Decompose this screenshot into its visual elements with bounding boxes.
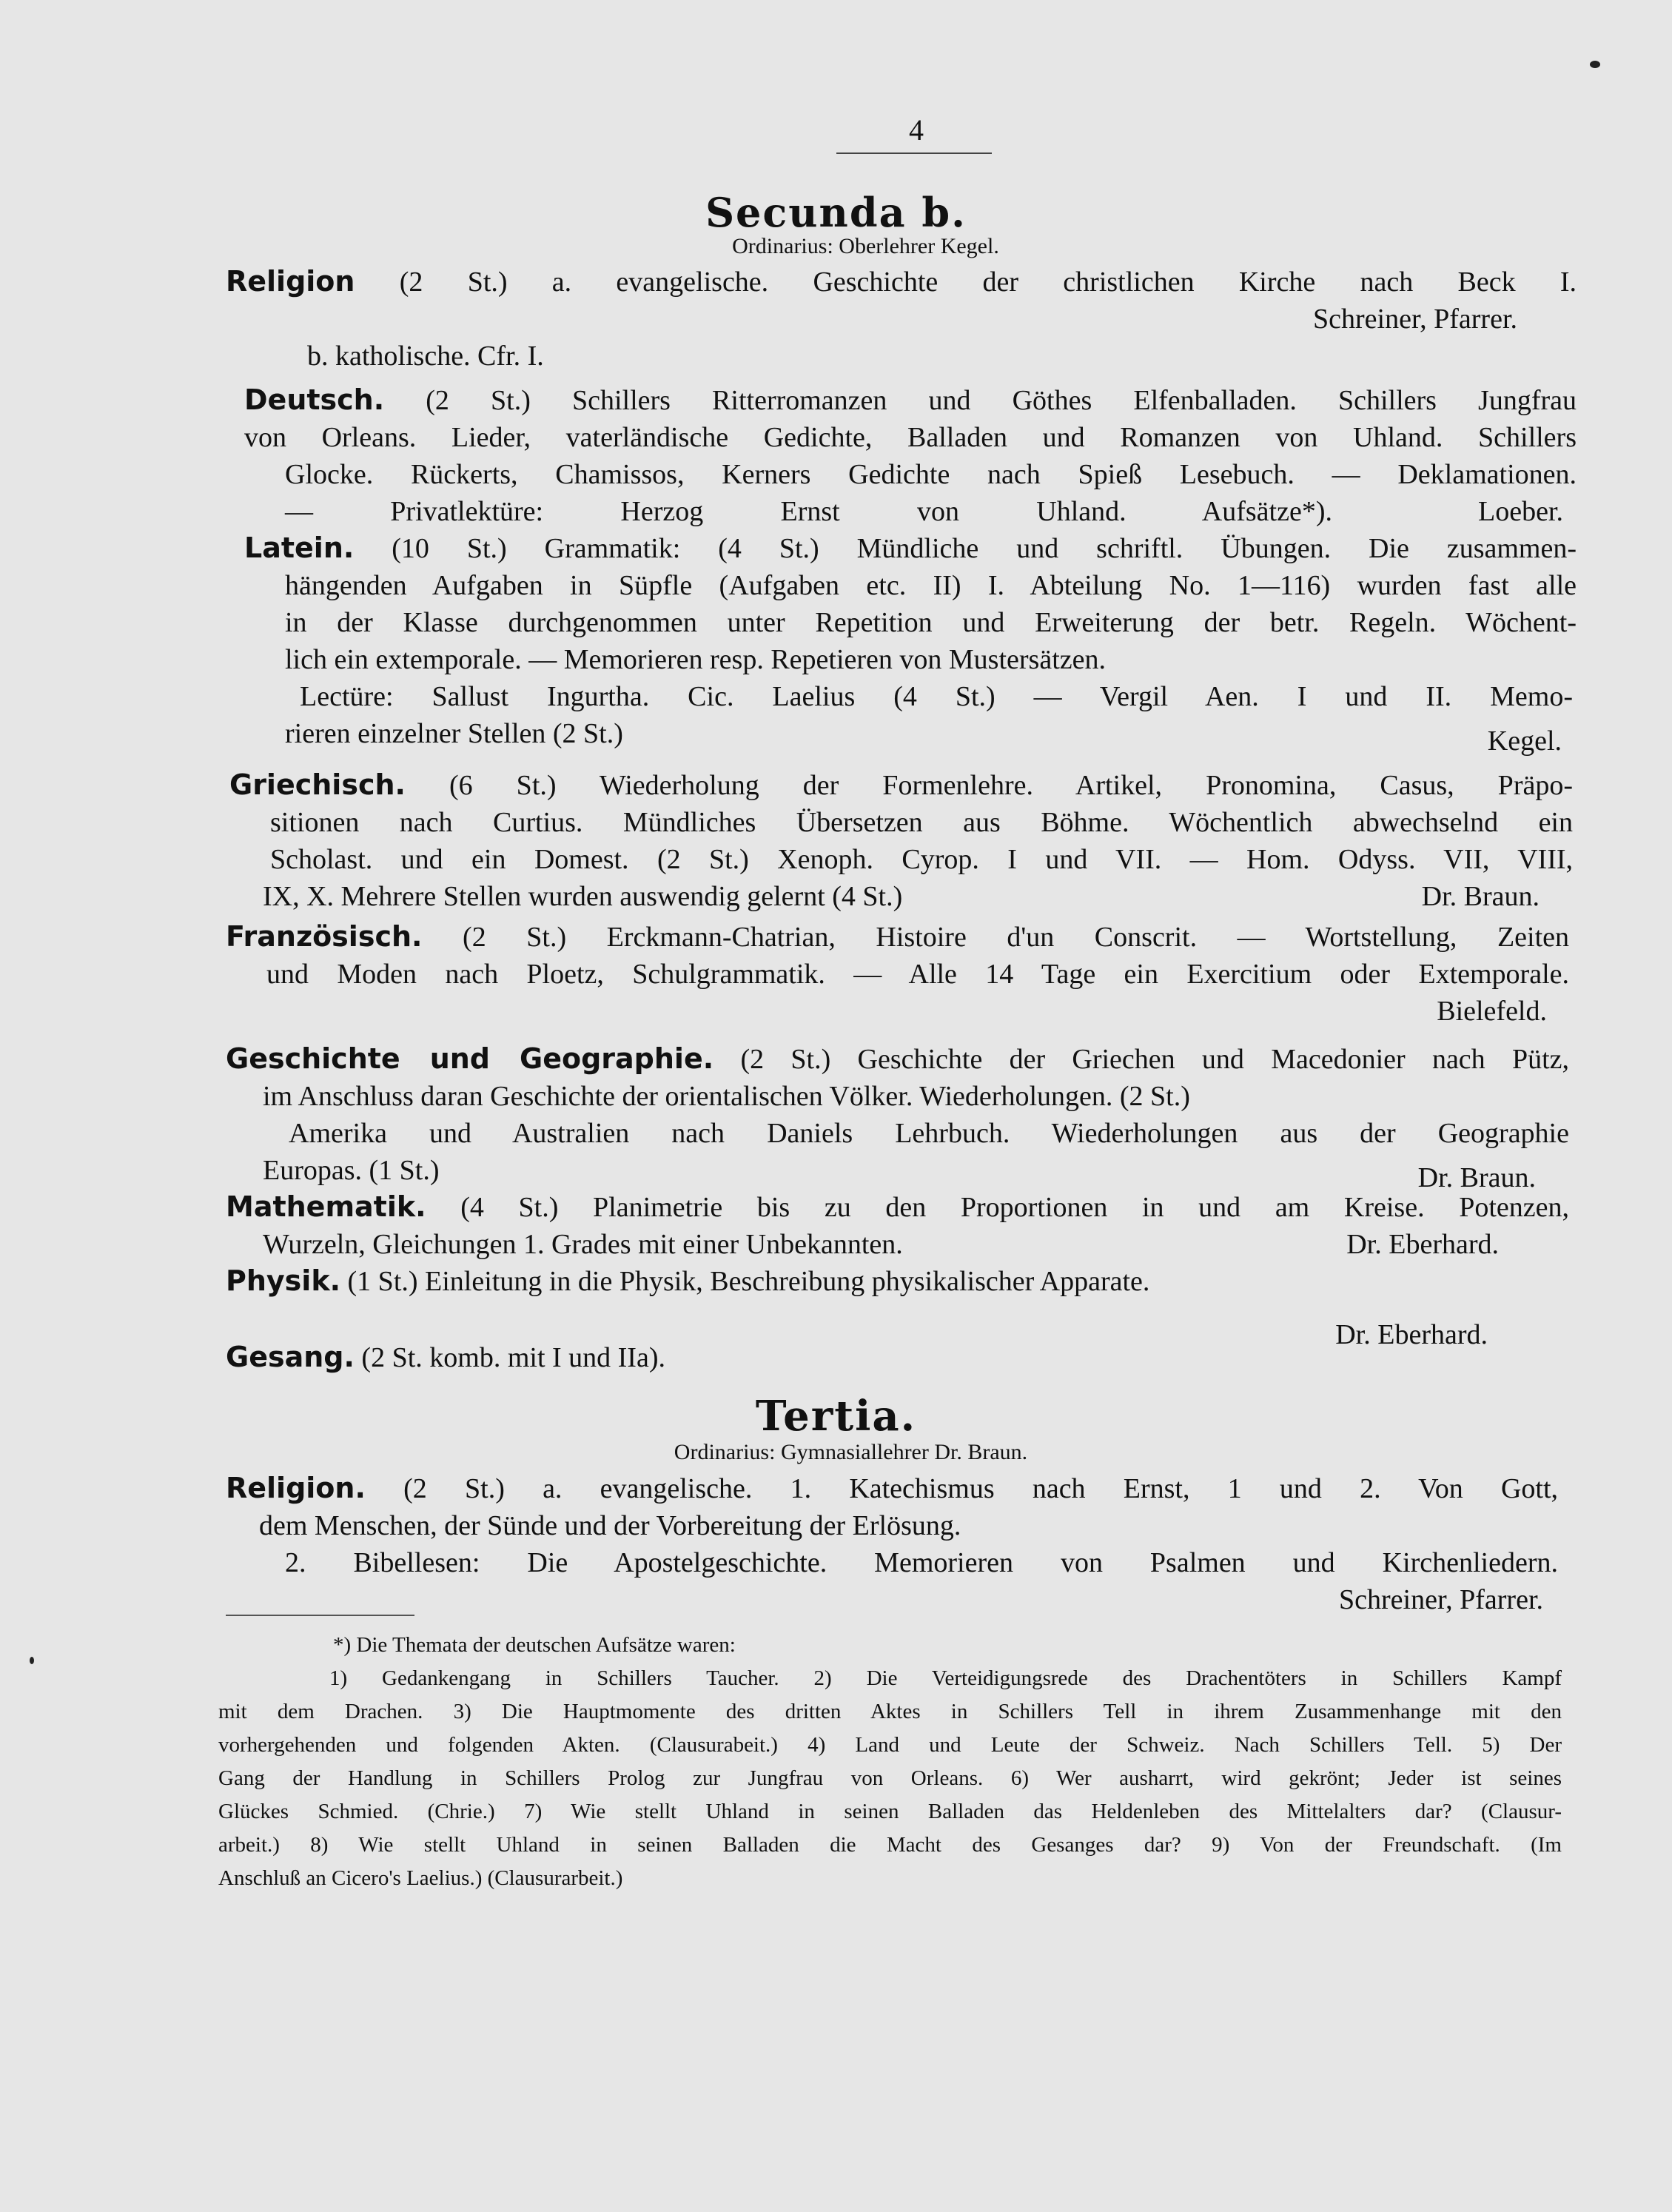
subject-griechisch xyxy=(229,766,1573,915)
scan-speck xyxy=(1590,61,1600,68)
subject-mathematik xyxy=(226,1188,1569,1263)
subject-latein xyxy=(244,529,1577,760)
text-line xyxy=(226,1040,1569,1078)
text-span: (6 St.) Wiederholung der Formenlehre. Artikel, Pronomina, Casus, Präpo- xyxy=(449,770,1573,801)
text-line: und Moden nach Ploetz, Schulgrammatik. — Alle 14 Tage ein Exercitium oder Extemporale. xyxy=(266,959,1569,990)
footnote-line: 1) Gedankengang in Schillers Taucher. 2) Die Verteidigungsrede des Drachentöters in Schillers Kampf xyxy=(329,1666,1562,1690)
text-line: 2. Bibellesen: Die Apostelgeschichte. Memorieren von Psalmen und Kirchenliedern. xyxy=(285,1547,1558,1578)
text-line xyxy=(226,1262,1569,1300)
ordinarius-secunda xyxy=(0,234,1672,259)
teacher-name: Dr. Eberhard. xyxy=(1335,1319,1488,1350)
text-span: (2 St.) Geschichte der Griechen und Macedonier nach Pütz, xyxy=(740,1044,1570,1075)
text-span: (2 St.) Erckmann-Chatrian, Histoire d'un Conscrit. — Wortstellung, Zeiten xyxy=(463,922,1570,953)
text-line: IX, X. Mehrere Stellen wurden auswendig gelernt (4 St.) xyxy=(263,881,903,912)
footnote-rule xyxy=(226,1615,414,1616)
subject-franzoesisch xyxy=(226,918,1569,1030)
text-line: Scholast. und ein Domest. (2 St.) Xenoph. Cyrop. I und VII. — Hom. Odyss. VII, VIII, xyxy=(270,844,1573,875)
subject-heading: Griechisch. xyxy=(229,768,406,801)
subject-heading: Mathematik. xyxy=(226,1190,426,1223)
footnote-heading: *) Die Themata der deutschen Aufsätze waren: xyxy=(333,1633,736,1657)
footnote-line: mit dem Drachen. 3) Die Hauptmomente des dritten Aktes in Schillers Tell in ihrem Zusammenhange mit den xyxy=(218,1700,1562,1723)
teacher-name: Kegel. xyxy=(1487,725,1562,757)
subject-heading: Geschichte und Geographie. xyxy=(226,1042,714,1075)
footnote-line: vorhergehenden und folgenden Akten. (Clausurabeit.) 4) Land und Leute der Schweiz. Nach Schillers Tell. 5) Der xyxy=(218,1733,1562,1757)
subject-heading: Religion xyxy=(226,265,355,298)
text-line: Amerika und Australien nach Daniels Lehrbuch. Wiederholungen aus der Geographie xyxy=(289,1118,1569,1149)
footnote-line: Glückes Schmied. (Chrie.) 7) Wie stellt Uhland in seinen Balladen das Heldenleben des Mittelalters dar? (Clausur- xyxy=(218,1800,1562,1823)
teacher-name: Dr. Braun. xyxy=(1421,881,1540,912)
subject-heading: Physik. xyxy=(226,1264,341,1297)
footnote-line: arbeit.) 8) Wie stellt Uhland in seinen Balladen die Macht des Gesanges dar? 9) Von der Freundschaft. (Im xyxy=(218,1833,1562,1857)
text-line xyxy=(226,263,1577,301)
subject-religion-tertia xyxy=(226,1469,1558,1618)
subject-deutsch xyxy=(244,381,1577,530)
text-line xyxy=(226,1469,1558,1507)
ordinarius-name: Gymnasiallehrer Dr. Braun. xyxy=(780,1440,1028,1464)
text-line: dem Menschen, der Sünde und der Vorbereitung der Erlösung. xyxy=(259,1510,961,1541)
footnote-line: Anschluß an Cicero's Laelius.) (Clausurarbeit.) xyxy=(218,1866,623,1890)
subject-religion-secunda xyxy=(226,263,1577,375)
teacher-name: Schreiner, Pfarrer. xyxy=(1313,304,1517,335)
subject-gesang xyxy=(226,1338,1569,1376)
teacher-name: Bielefeld. xyxy=(1437,996,1547,1027)
teacher-name: Loeber. xyxy=(1477,496,1563,527)
text-line: — Privatlektüre: Herzog Ernst von Uhland. Aufsätze*). xyxy=(285,496,1332,527)
text-line: lich ein extemporale. — Memorieren resp. Repetieren von Mustersätzen. xyxy=(285,644,1106,675)
text-line xyxy=(244,529,1577,567)
section-title-tertia: Tertia. xyxy=(755,1392,917,1441)
text-line: Glocke. Rückerts, Chamissos, Kerners Gedichte nach Spieß Lesebuch. — Deklamationen. xyxy=(285,459,1577,490)
teacher-name: Dr. Eberhard. xyxy=(1346,1229,1499,1260)
text-line: Wurzeln, Gleichungen 1. Grades mit einer Unbekannten. xyxy=(263,1229,903,1260)
text-line: im Anschluss daran Geschichte der orientalischen Völker. Wiederholungen. (2 St.) xyxy=(263,1081,1190,1112)
teacher-name: Dr. Braun. xyxy=(1417,1162,1536,1193)
teacher-name: Schreiner, Pfarrer. xyxy=(1339,1584,1543,1615)
text-span: (10 St.) Grammatik: (4 St.) Mündliche und schriftl. Übungen. Die zusammen- xyxy=(392,533,1577,564)
ordinarius-tertia xyxy=(0,1440,1672,1465)
text-span: (2 St. komb. mit I und IIa). xyxy=(361,1342,665,1373)
subject-heading: Deutsch. xyxy=(244,383,385,416)
ordinarius-name: Oberlehrer Kegel. xyxy=(839,234,999,258)
text-span: (1 St.) Einleitung in die Physik, Beschreibung physikalischer Apparate. xyxy=(347,1266,1150,1297)
page-number: 4 xyxy=(909,113,924,147)
text-line xyxy=(226,1188,1569,1226)
text-line: b. katholische. Cfr. I. xyxy=(307,341,544,372)
header-rule xyxy=(836,153,992,154)
subject-geschichte xyxy=(226,1040,1569,1196)
subject-heading: Latein. xyxy=(244,532,355,564)
text-line: rieren einzelner Stellen (2 St.) xyxy=(285,718,623,749)
text-line xyxy=(229,766,1573,804)
scan-speck xyxy=(30,1657,34,1664)
text-line: hängenden Aufgaben in Süpfle (Aufgaben etc. II) I. Abteilung No. 1—116) wurden fast alle xyxy=(285,570,1577,601)
text-line: Europas. (1 St.) xyxy=(263,1155,440,1186)
text-span: (2 St.) a. evangelische. Geschichte der christlichen Kirche nach Beck I. xyxy=(399,267,1577,298)
subject-heading: Französisch. xyxy=(226,920,423,953)
text-line xyxy=(226,1338,1569,1376)
text-line xyxy=(226,918,1569,956)
text-span: (2 St.) a. evangelische. 1. Katechismus nach Ernst, 1 und 2. Von Gott, xyxy=(403,1473,1558,1504)
text-line: von Orleans. Lieder, vaterländische Gedichte, Balladen und Romanzen von Uhland. Schillers xyxy=(244,422,1577,453)
footnote-line: Gang der Handlung in Schillers Prolog zur Jungfrau von Orleans. 6) Wer ausharrt, wird gekrönt; Jeder ist seines xyxy=(218,1766,1562,1790)
subject-heading: Religion. xyxy=(226,1472,366,1504)
ordinarius-label: Ordinarius: xyxy=(732,234,833,258)
text-line: sitionen nach Curtius. Mündliches Übersetzen aus Böhme. Wöchentlich abwechselnd ein xyxy=(270,807,1573,838)
text-line: Lectüre: Sallust Ingurtha. Cic. Laelius (4 St.) — Vergil Aen. I und II. Memo- xyxy=(300,681,1573,712)
section-title-secunda: Secunda b. xyxy=(705,189,967,236)
text-span: (2 St.) Schillers Ritterromanzen und Göthes Elfenballaden. Schillers Jungfrau xyxy=(426,385,1577,416)
text-span: (4 St.) Planimetrie bis zu den Proportionen in und am Kreise. Potenzen, xyxy=(460,1192,1570,1223)
ordinarius-label: Ordinarius: xyxy=(674,1440,776,1464)
text-line xyxy=(244,381,1577,419)
text-line: in der Klasse durchgenommen unter Repetition und Erweiterung der betr. Regeln. Wöchent- xyxy=(285,607,1577,638)
footnotes xyxy=(218,1629,1562,1895)
subject-heading: Gesang. xyxy=(226,1341,355,1373)
